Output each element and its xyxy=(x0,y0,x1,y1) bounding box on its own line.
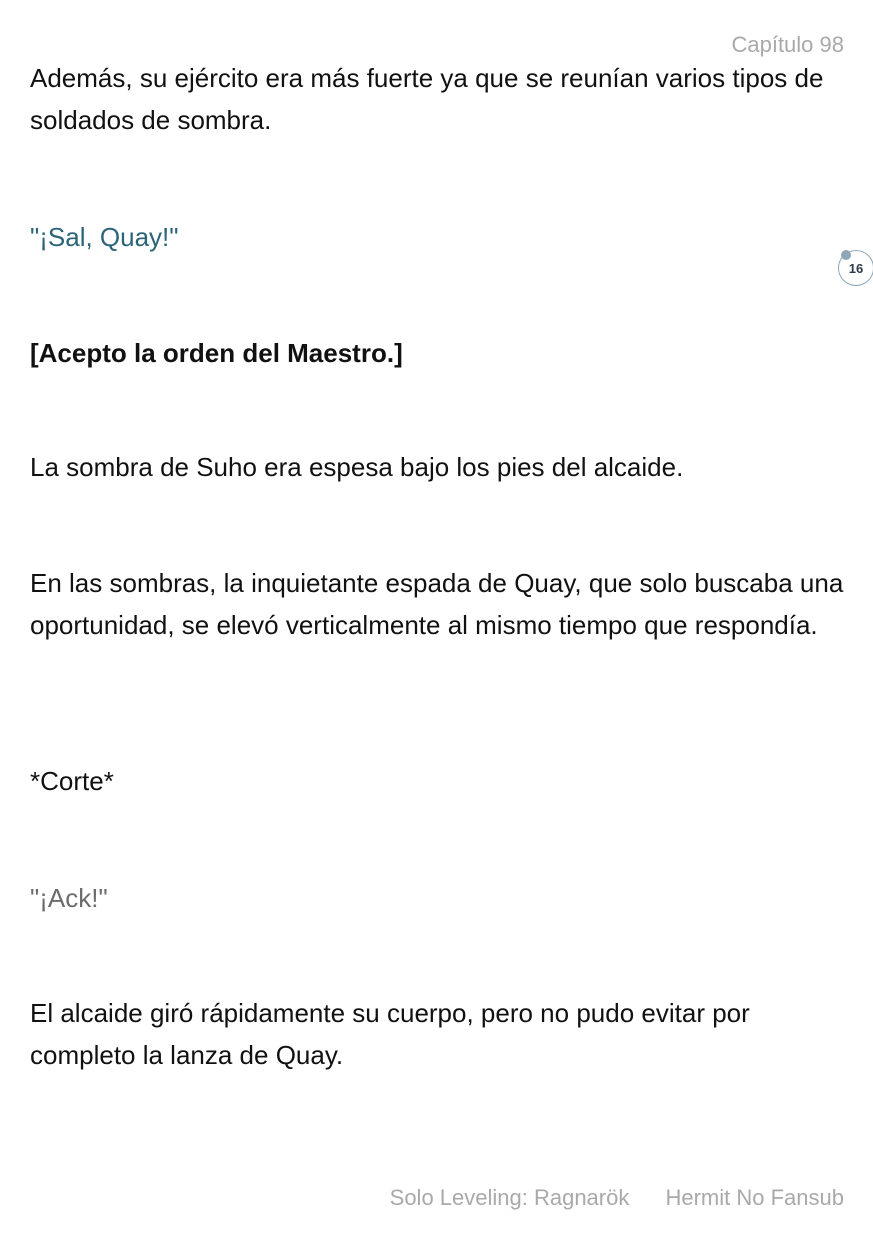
bookmark-dot-icon xyxy=(841,250,851,260)
paragraph-system-message: [Acepto la orden del Maestro.] xyxy=(30,338,403,368)
paragraph-narration: En las sombras, la inquietante espada de Quay, que solo buscaba una oportunidad, se elevó verticalmente al mismo tiempo que respondía. xyxy=(30,568,844,640)
footer-credit: Hermit No Fansub xyxy=(665,1185,844,1210)
paragraph-narration: La sombra de Suho era espesa bajo los pies del alcaide. xyxy=(30,452,684,482)
footer xyxy=(390,1185,844,1211)
paragraph-dialogue: "¡Ack!" xyxy=(30,883,108,913)
paragraph-dialogue: "¡Sal, Quay!" xyxy=(30,222,179,252)
paragraph-narration: El alcaide giró rápidamente su cuerpo, pero no pudo evitar por completo la lanza de Quay. xyxy=(30,998,750,1070)
paragraph-narration: Además, su ejército era más fuerte ya que se reunían varios tipos de soldados de sombra. xyxy=(30,63,824,135)
page-number-label: 16 xyxy=(848,260,864,276)
paragraph-sound-effect: *Corte* xyxy=(30,766,114,796)
chapter-title: Capítulo 98 xyxy=(731,32,844,57)
footer-book-title: Solo Leveling: Ragnarök xyxy=(389,1185,630,1210)
